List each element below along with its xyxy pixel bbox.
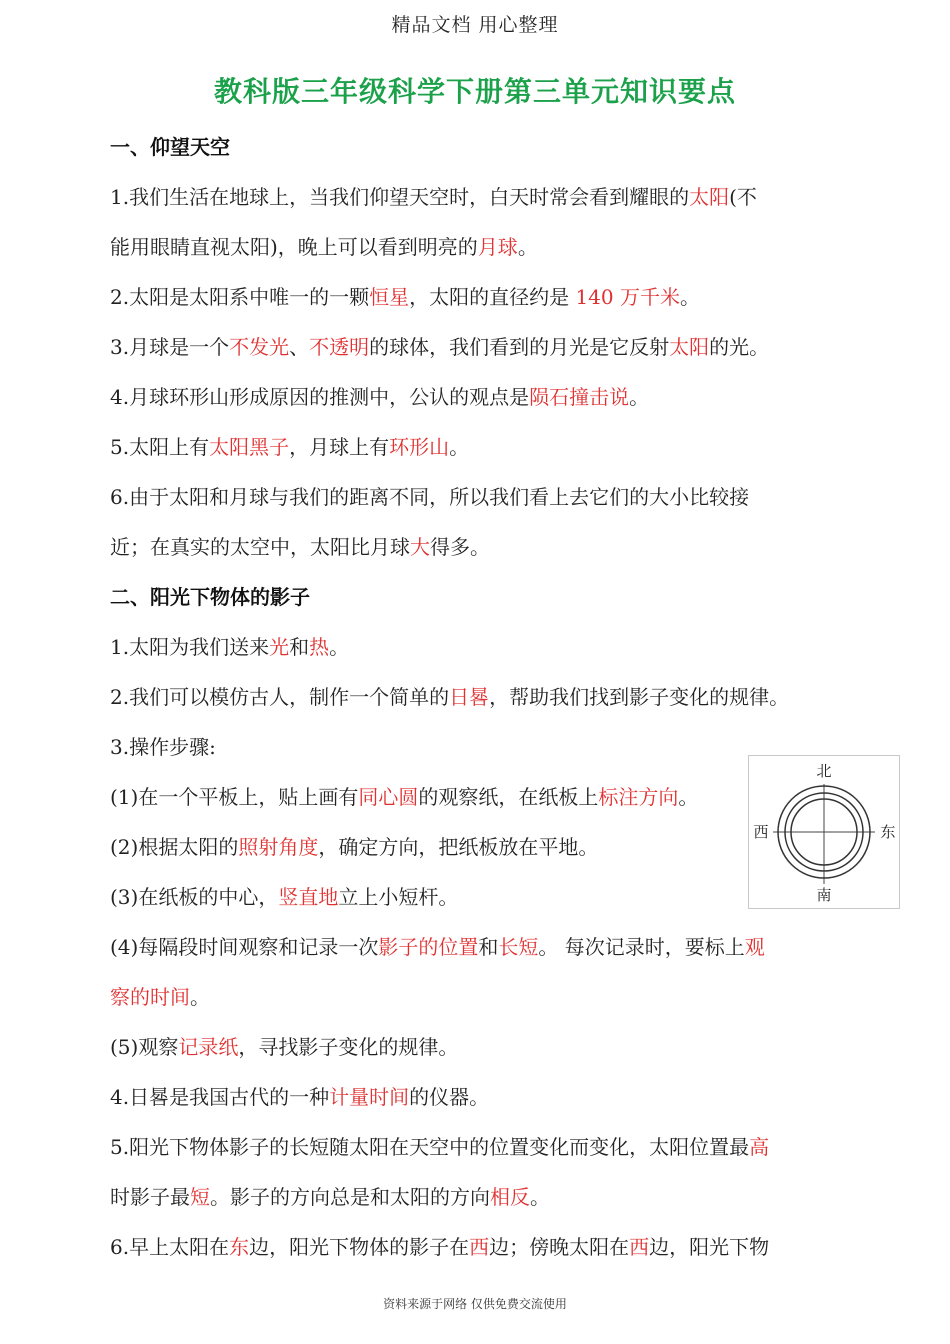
text-segment: 立上小短杆。 xyxy=(338,885,459,909)
text-segment: 1.我们生活在地球上，当我们仰望天空时，白天时常会看到耀眼的 xyxy=(110,185,690,209)
highlighted-keyword: 太阳黑子 xyxy=(209,435,290,459)
highlighted-keyword: 长短 xyxy=(498,935,539,959)
text-line xyxy=(110,1122,850,1172)
text-line xyxy=(110,972,850,1022)
page-footer: 资料来源于网络 仅供免费交流使用 xyxy=(383,1297,567,1311)
document-title: 教科版三年级科学下册第三单元知识要点 xyxy=(213,75,736,108)
text-segment: 的仪器。 xyxy=(409,1085,490,1109)
highlighted-keyword: 同心圆 xyxy=(358,785,419,809)
text-segment: 6.早上太阳在 xyxy=(110,1235,230,1259)
text-segment: 、 xyxy=(289,335,310,359)
text-line xyxy=(110,322,850,372)
text-segment: 的观察纸，在纸板上 xyxy=(418,785,599,809)
text-line xyxy=(110,822,750,872)
text-line xyxy=(110,772,750,822)
sundial-direction-diagram xyxy=(748,755,900,909)
text-segment: 。影子的方向总是和太阳的方向 xyxy=(210,1185,490,1209)
text-segment: 。 xyxy=(329,635,350,659)
highlighted-keyword: 月球 xyxy=(477,235,518,259)
text-segment: 边，阳光下物 xyxy=(649,1235,770,1259)
highlighted-keyword: 相反 xyxy=(490,1185,530,1209)
text-segment: 近；在真实的太空中，太阳比月球 xyxy=(110,535,410,559)
text-segment: (4)每隔段时间观察和记录一次 xyxy=(110,935,379,959)
highlighted-keyword: 照射角度 xyxy=(238,835,319,859)
text-segment: 。 每次记录时，要标上 xyxy=(538,935,745,959)
concentric-circles-figure xyxy=(749,756,899,908)
west-label: 西 xyxy=(753,823,769,841)
text-line xyxy=(110,422,850,472)
highlighted-keyword: 不透明 xyxy=(309,335,370,359)
text-segment: 。 xyxy=(629,385,650,409)
text-segment: 二、阳光下物体的影子 xyxy=(110,585,310,609)
text-segment: 3.操作步骤: xyxy=(110,735,216,759)
text-segment: 2.太阳是太阳系中唯一的一颗 xyxy=(110,285,370,309)
highlighted-keyword: 热 xyxy=(309,635,330,659)
text-segment: 一、仰望天空 xyxy=(110,135,230,159)
text-segment: 。 xyxy=(190,985,210,1009)
text-segment: 和 xyxy=(289,635,310,659)
text-segment: 时影子最 xyxy=(110,1185,190,1209)
highlighted-keyword: 太阳 xyxy=(669,335,710,359)
text-segment: 5.太阳上有 xyxy=(110,435,210,459)
highlighted-keyword: 高 xyxy=(749,1135,770,1159)
section-heading xyxy=(110,122,850,172)
text-line xyxy=(110,1222,850,1272)
text-line xyxy=(110,372,850,422)
text-segment: (1)在一个平板上，贴上画有 xyxy=(110,785,359,809)
highlighted-keyword: 计量时间 xyxy=(329,1085,410,1109)
text-line xyxy=(110,172,850,222)
highlighted-keyword: 东 xyxy=(229,1235,250,1259)
text-line xyxy=(110,1072,850,1122)
highlighted-keyword: 140 万千米 xyxy=(575,285,680,309)
text-segment: (3)在纸板的中心， xyxy=(110,885,279,909)
highlighted-keyword: 察的时间 xyxy=(110,985,190,1009)
highlighted-keyword: 陨石撞击说 xyxy=(529,385,630,409)
text-line xyxy=(110,472,850,522)
text-segment: 。 xyxy=(449,435,470,459)
text-line xyxy=(110,922,850,972)
text-segment: 3.月球是一个 xyxy=(110,335,230,359)
south-label: 南 xyxy=(816,886,832,904)
text-segment: 1.太阳为我们送来 xyxy=(110,635,270,659)
text-segment: (不 xyxy=(729,185,757,209)
text-segment: 。 xyxy=(679,285,700,309)
text-segment: (2)根据太阳的 xyxy=(110,835,239,859)
highlighted-keyword: 恒星 xyxy=(369,285,410,309)
text-line xyxy=(110,522,850,572)
text-segment: 和 xyxy=(478,935,499,959)
highlighted-keyword: 标注方向 xyxy=(598,785,679,809)
page-header: 精品文档 用心整理 xyxy=(391,14,559,36)
text-line xyxy=(110,872,750,922)
north-label: 北 xyxy=(816,762,832,780)
highlighted-keyword: 不发光 xyxy=(229,335,290,359)
text-line xyxy=(110,222,850,272)
text-segment: ，确定方向，把纸板放在平地。 xyxy=(318,835,599,859)
text-segment: 。 xyxy=(530,1185,550,1209)
highlighted-keyword: 西 xyxy=(629,1235,650,1259)
text-line xyxy=(110,672,850,722)
text-segment: ，寻找影子变化的规律。 xyxy=(238,1035,459,1059)
text-segment: ，帮助我们找到影子变化的规律。 xyxy=(489,685,790,709)
highlighted-keyword: 环形山 xyxy=(389,435,450,459)
text-segment: 4.月球环形山形成原因的推测中，公认的观点是 xyxy=(110,385,530,409)
text-segment: (5)观察 xyxy=(110,1035,179,1059)
text-segment: 5.阳光下物体影子的长短随太阳在天空中的位置变化而变化，太阳位置最 xyxy=(110,1135,750,1159)
text-segment: 能用眼睛直视太阳)，晚上可以看到明亮的 xyxy=(110,235,478,259)
text-segment: 6.由于太阳和月球与我们的距离不同，所以我们看上去它们的大小比较接 xyxy=(110,485,750,509)
text-segment: ，太阳的直径约是 xyxy=(409,285,576,309)
highlighted-keyword: 大 xyxy=(410,535,430,559)
highlighted-keyword: 日晷 xyxy=(449,685,490,709)
text-line xyxy=(110,722,850,772)
highlighted-keyword: 记录纸 xyxy=(178,1035,239,1059)
text-line xyxy=(110,1172,850,1222)
highlighted-keyword: 光 xyxy=(269,635,290,659)
highlighted-keyword: 观 xyxy=(744,935,765,959)
text-segment: 的光。 xyxy=(709,335,770,359)
section-heading xyxy=(110,572,850,622)
highlighted-keyword: 影子的位置 xyxy=(378,935,479,959)
text-line xyxy=(110,272,850,322)
text-segment: 。 xyxy=(678,785,699,809)
text-segment: 4.日晷是我国古代的一种 xyxy=(110,1085,330,1109)
text-segment: 边；傍晚太阳在 xyxy=(489,1235,630,1259)
text-segment: 得多。 xyxy=(430,535,490,559)
highlighted-keyword: 短 xyxy=(190,1185,210,1209)
highlighted-keyword: 竖直地 xyxy=(278,885,339,909)
text-segment: 边，阳光下物体的影子在 xyxy=(249,1235,470,1259)
highlighted-keyword: 太阳 xyxy=(689,185,730,209)
text-segment: 的球体，我们看到的月光是它反射 xyxy=(369,335,670,359)
text-segment: 。 xyxy=(517,235,538,259)
text-segment: 2.我们可以模仿古人，制作一个简单的 xyxy=(110,685,450,709)
document-body xyxy=(110,122,850,1272)
text-line xyxy=(110,1022,850,1072)
text-line xyxy=(110,622,850,672)
highlighted-keyword: 西 xyxy=(469,1235,490,1259)
text-segment: ，月球上有 xyxy=(289,435,390,459)
east-label: 东 xyxy=(880,823,896,841)
